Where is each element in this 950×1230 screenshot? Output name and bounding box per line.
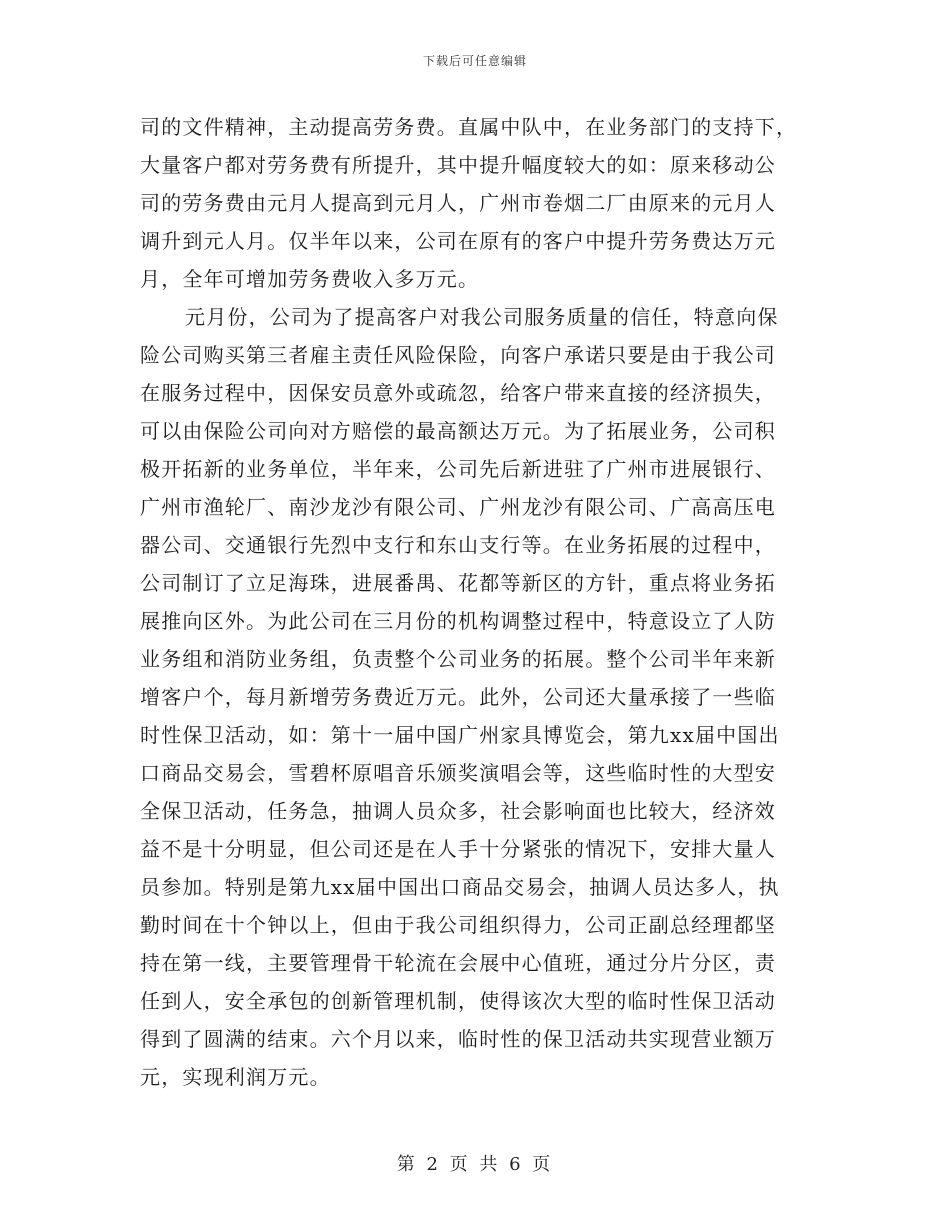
text-line: 时性保卫活动，如：第十一届中国广州家具博览会，第九xx届中国出: [140, 723, 780, 747]
text-line: 任到人，安全承包的创新管理机制，使得该次大型的临时性保卫活动: [140, 989, 776, 1013]
text-line: 在服务过程中，因保安员意外或疏忽，给客户带来直接的经济损失，: [140, 381, 776, 405]
page-number-footer: 第 2 页 共 6 页: [396, 1154, 554, 1175]
text-line: 得到了圆满的结束。六个月以来，临时性的保卫活动共实现营业额万: [140, 1027, 776, 1051]
text-line: 大量客户都对劳务费有所提升，其中提升幅度较大的如：原来移动公: [140, 153, 776, 177]
text-line: 口商品交易会，雪碧杯原唱音乐颁奖演唱会等，这些临时性的大型安: [140, 761, 776, 785]
document-body: [140, 108, 810, 1096]
text-line: 器公司、交通银行先烈中支行和东山支行等。在业务拓展的过程中，: [140, 533, 776, 557]
text-line: 增客户个，每月新增劳务费近万元。此外，公司还大量承接了一些临: [140, 685, 776, 709]
text-line: 可以由保险公司向对方赔偿的最高额达万元。为了拓展业务，公司积: [140, 419, 776, 443]
text-line: 员参加。特别是第九xx届中国出口商品交易会，抽调人员达多人，执: [140, 875, 780, 899]
text-line: 调升到元人月。仅半年以来，公司在原有的客户中提升劳务费达万元: [140, 229, 776, 253]
text-line: 元，实现利润万元。: [140, 1065, 331, 1089]
text-line: 广州市渔轮厂、南沙龙沙有限公司、广州龙沙有限公司、广高高压电: [140, 495, 776, 519]
text-line: 月，全年可增加劳务费收入多万元。: [140, 267, 480, 291]
text-line: 公司制订了立足海珠，进展番禺、花都等新区的方针，重点将业务拓: [140, 571, 776, 595]
text-line: 极开拓新的业务单位，半年来，公司先后新进驻了广州市进展银行、: [140, 457, 776, 481]
text-line: 持在第一线，主要管理骨干轮流在会展中心值班，通过分片分区，责: [140, 951, 776, 975]
text-line: 险公司购买第三者雇主责任风险保险，向客户承诺只要是由于我公司: [140, 343, 776, 367]
text-line: 全保卫活动，任务急，抽调人员众多，社会影响面也比较大，经济效: [140, 799, 776, 823]
text-line: 益不是十分明显，但公司还是在人手十分紧张的情况下，安排大量人: [140, 837, 776, 861]
text-line: 展推向区外。为此公司在三月份的机构调整过程中，特意设立了人防: [140, 609, 776, 633]
page-header: 下载后可任意编辑: [422, 54, 527, 68]
text-line: 司的劳务费由元月人提高到元月人，广州市卷烟二厂由原来的元月人: [140, 191, 776, 215]
text-line: 司的文件精神，主动提高劳务费。直属中队中，在业务部门的支持下，: [140, 115, 798, 139]
paragraph-first-line: 元月份，公司为了提高客户对我公司服务质量的信任，特意向保: [185, 305, 779, 329]
text-line: 勤时间在十个钟以上，但由于我公司组织得力，公司正副总经理都坚: [140, 913, 776, 937]
text-line: 业务组和消防业务组，负责整个公司业务的拓展。整个公司半年来新: [140, 647, 776, 671]
